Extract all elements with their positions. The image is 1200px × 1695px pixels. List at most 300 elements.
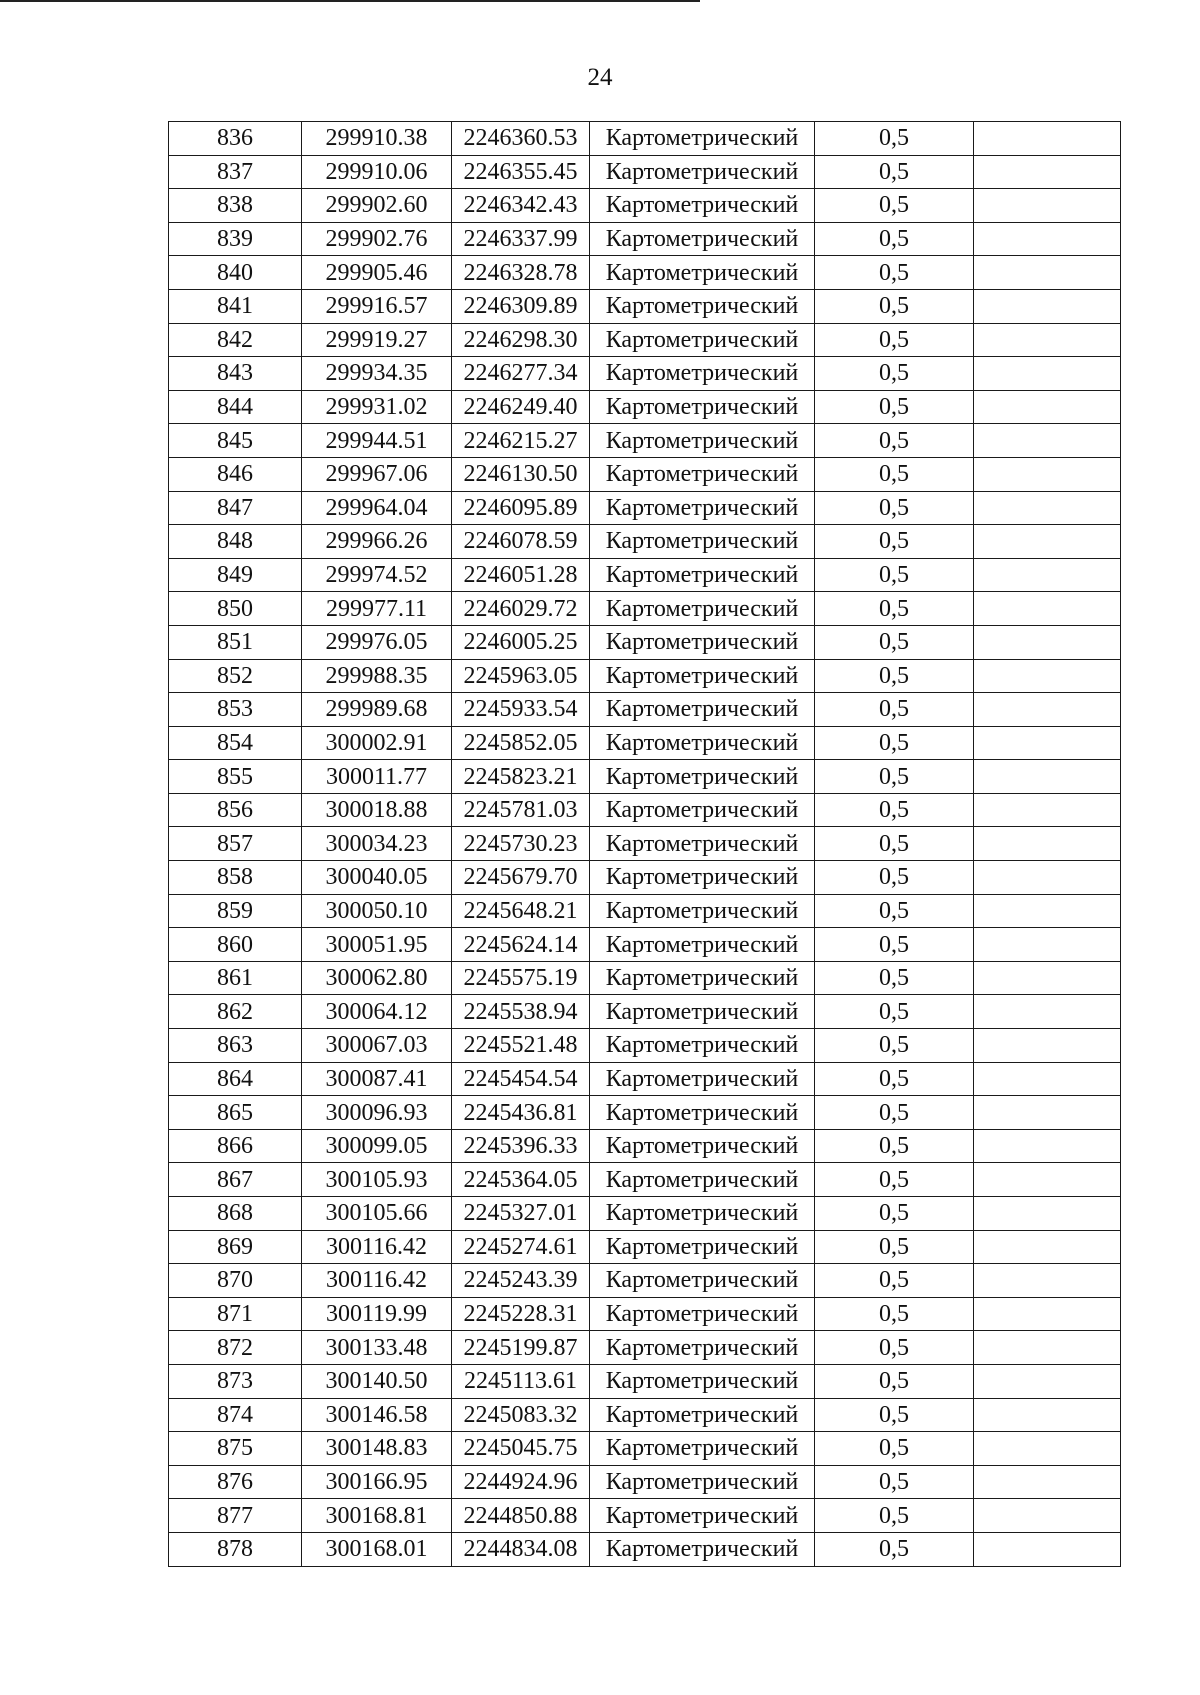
method-cell: Картометрический — [590, 357, 815, 391]
note-cell — [974, 1532, 1121, 1566]
accuracy-cell: 0,5 — [815, 726, 974, 760]
x-coordinate-cell: 299916.57 — [302, 289, 452, 323]
note-cell — [974, 323, 1121, 357]
note-cell — [974, 1297, 1121, 1331]
accuracy-cell: 0,5 — [815, 1197, 974, 1231]
y-coordinate-cell: 2246298.30 — [452, 323, 590, 357]
point-number-cell: 875 — [169, 1432, 302, 1466]
table-row — [169, 1297, 1121, 1331]
method-cell: Картометрический — [590, 256, 815, 290]
point-number-cell: 845 — [169, 424, 302, 458]
x-coordinate-cell: 300067.03 — [302, 1029, 452, 1063]
method-cell: Картометрический — [590, 558, 815, 592]
table-row — [169, 961, 1121, 995]
point-number-cell: 877 — [169, 1499, 302, 1533]
method-cell: Картометрический — [590, 693, 815, 727]
y-coordinate-cell: 2246130.50 — [452, 457, 590, 491]
x-coordinate-cell: 300002.91 — [302, 726, 452, 760]
note-cell — [974, 1129, 1121, 1163]
point-number-cell: 849 — [169, 558, 302, 592]
table-row — [169, 1029, 1121, 1063]
y-coordinate-cell: 2245436.81 — [452, 1096, 590, 1130]
accuracy-cell: 0,5 — [815, 1398, 974, 1432]
method-cell: Картометрический — [590, 189, 815, 223]
point-number-cell: 863 — [169, 1029, 302, 1063]
accuracy-cell: 0,5 — [815, 289, 974, 323]
note-cell — [974, 457, 1121, 491]
x-coordinate-cell: 300096.93 — [302, 1096, 452, 1130]
x-coordinate-cell: 300168.81 — [302, 1499, 452, 1533]
method-cell: Картометрический — [590, 625, 815, 659]
method-cell: Картометрический — [590, 1364, 815, 1398]
y-coordinate-cell: 2245113.61 — [452, 1364, 590, 1398]
y-coordinate-cell: 2245243.39 — [452, 1264, 590, 1298]
method-cell: Картометрический — [590, 793, 815, 827]
coordinates-table-body — [169, 122, 1121, 1567]
point-number-cell: 870 — [169, 1264, 302, 1298]
y-coordinate-cell: 2245575.19 — [452, 961, 590, 995]
note-cell — [974, 357, 1121, 391]
y-coordinate-cell: 2245045.75 — [452, 1432, 590, 1466]
y-coordinate-cell: 2245624.14 — [452, 928, 590, 962]
table-row — [169, 558, 1121, 592]
y-coordinate-cell: 2244924.96 — [452, 1465, 590, 1499]
x-coordinate-cell: 300119.99 — [302, 1297, 452, 1331]
point-number-cell: 843 — [169, 357, 302, 391]
point-number-cell: 864 — [169, 1062, 302, 1096]
note-cell — [974, 1197, 1121, 1231]
y-coordinate-cell: 2245852.05 — [452, 726, 590, 760]
y-coordinate-cell: 2246328.78 — [452, 256, 590, 290]
table-row — [169, 659, 1121, 693]
y-coordinate-cell: 2245648.21 — [452, 894, 590, 928]
x-coordinate-cell: 299919.27 — [302, 323, 452, 357]
point-number-cell: 839 — [169, 222, 302, 256]
x-coordinate-cell: 300166.95 — [302, 1465, 452, 1499]
point-number-cell: 874 — [169, 1398, 302, 1432]
point-number-cell: 848 — [169, 525, 302, 559]
y-coordinate-cell: 2246215.27 — [452, 424, 590, 458]
accuracy-cell: 0,5 — [815, 1096, 974, 1130]
point-number-cell: 873 — [169, 1364, 302, 1398]
y-coordinate-cell: 2245823.21 — [452, 760, 590, 794]
accuracy-cell: 0,5 — [815, 659, 974, 693]
table-row — [169, 928, 1121, 962]
note-cell — [974, 1163, 1121, 1197]
y-coordinate-cell: 2245679.70 — [452, 861, 590, 895]
point-number-cell: 862 — [169, 995, 302, 1029]
y-coordinate-cell: 2245454.54 — [452, 1062, 590, 1096]
point-number-cell: 871 — [169, 1297, 302, 1331]
x-coordinate-cell: 299974.52 — [302, 558, 452, 592]
table-row — [169, 1432, 1121, 1466]
x-coordinate-cell: 300062.80 — [302, 961, 452, 995]
x-coordinate-cell: 299934.35 — [302, 357, 452, 391]
accuracy-cell: 0,5 — [815, 894, 974, 928]
table-row — [169, 424, 1121, 458]
table-row — [169, 995, 1121, 1029]
x-coordinate-cell: 300034.23 — [302, 827, 452, 861]
accuracy-cell: 0,5 — [815, 827, 974, 861]
x-coordinate-cell: 300040.05 — [302, 861, 452, 895]
point-number-cell: 851 — [169, 625, 302, 659]
table-row — [169, 894, 1121, 928]
table-row — [169, 1532, 1121, 1566]
top-border-line — [0, 0, 700, 2]
point-number-cell: 872 — [169, 1331, 302, 1365]
method-cell: Картометрический — [590, 995, 815, 1029]
method-cell: Картометрический — [590, 861, 815, 895]
method-cell: Картометрический — [590, 1096, 815, 1130]
method-cell: Картометрический — [590, 1029, 815, 1063]
accuracy-cell: 0,5 — [815, 793, 974, 827]
note-cell — [974, 659, 1121, 693]
accuracy-cell: 0,5 — [815, 1230, 974, 1264]
y-coordinate-cell: 2245199.87 — [452, 1331, 590, 1365]
y-coordinate-cell: 2246360.53 — [452, 122, 590, 156]
method-cell: Картометрический — [590, 1264, 815, 1298]
y-coordinate-cell: 2246342.43 — [452, 189, 590, 223]
table-row — [169, 1364, 1121, 1398]
x-coordinate-cell: 300105.66 — [302, 1197, 452, 1231]
y-coordinate-cell: 2245933.54 — [452, 693, 590, 727]
accuracy-cell: 0,5 — [815, 1532, 974, 1566]
note-cell — [974, 1029, 1121, 1063]
method-cell: Картометрический — [590, 1297, 815, 1331]
method-cell: Картометрический — [590, 323, 815, 357]
note-cell — [974, 491, 1121, 525]
note-cell — [974, 155, 1121, 189]
x-coordinate-cell: 300146.58 — [302, 1398, 452, 1432]
point-number-cell: 838 — [169, 189, 302, 223]
x-coordinate-cell: 300099.05 — [302, 1129, 452, 1163]
table-row — [169, 1398, 1121, 1432]
note-cell — [974, 222, 1121, 256]
note-cell — [974, 995, 1121, 1029]
method-cell: Картометрический — [590, 1432, 815, 1466]
note-cell — [974, 793, 1121, 827]
x-coordinate-cell: 300168.01 — [302, 1532, 452, 1566]
method-cell: Картометрический — [590, 592, 815, 626]
x-coordinate-cell: 300064.12 — [302, 995, 452, 1029]
note-cell — [974, 625, 1121, 659]
method-cell: Картометрический — [590, 491, 815, 525]
point-number-cell: 850 — [169, 592, 302, 626]
method-cell: Картометрический — [590, 894, 815, 928]
method-cell: Картометрический — [590, 122, 815, 156]
method-cell: Картометрический — [590, 390, 815, 424]
y-coordinate-cell: 2245083.32 — [452, 1398, 590, 1432]
note-cell — [974, 390, 1121, 424]
method-cell: Картометрический — [590, 961, 815, 995]
accuracy-cell: 0,5 — [815, 1297, 974, 1331]
x-coordinate-cell: 300011.77 — [302, 760, 452, 794]
x-coordinate-cell: 300087.41 — [302, 1062, 452, 1096]
coordinates-table — [168, 121, 1121, 1567]
accuracy-cell: 0,5 — [815, 928, 974, 962]
accuracy-cell: 0,5 — [815, 1129, 974, 1163]
method-cell: Картометрический — [590, 1398, 815, 1432]
y-coordinate-cell: 2245274.61 — [452, 1230, 590, 1264]
x-coordinate-cell: 299902.76 — [302, 222, 452, 256]
method-cell: Картометрический — [590, 1230, 815, 1264]
x-coordinate-cell: 299964.04 — [302, 491, 452, 525]
accuracy-cell: 0,5 — [815, 155, 974, 189]
y-coordinate-cell: 2246078.59 — [452, 525, 590, 559]
accuracy-cell: 0,5 — [815, 625, 974, 659]
y-coordinate-cell: 2245538.94 — [452, 995, 590, 1029]
table-row — [169, 122, 1121, 156]
note-cell — [974, 189, 1121, 223]
table-row — [169, 861, 1121, 895]
point-number-cell: 840 — [169, 256, 302, 290]
method-cell: Картометрический — [590, 827, 815, 861]
accuracy-cell: 0,5 — [815, 961, 974, 995]
method-cell: Картометрический — [590, 928, 815, 962]
x-coordinate-cell: 299910.38 — [302, 122, 452, 156]
note-cell — [974, 256, 1121, 290]
method-cell: Картометрический — [590, 155, 815, 189]
note-cell — [974, 693, 1121, 727]
note-cell — [974, 961, 1121, 995]
note-cell — [974, 928, 1121, 962]
table-row — [169, 222, 1121, 256]
note-cell — [974, 525, 1121, 559]
accuracy-cell: 0,5 — [815, 222, 974, 256]
accuracy-cell: 0,5 — [815, 1029, 974, 1063]
y-coordinate-cell: 2245963.05 — [452, 659, 590, 693]
table-row — [169, 155, 1121, 189]
method-cell: Картометрический — [590, 1197, 815, 1231]
point-number-cell: 858 — [169, 861, 302, 895]
y-coordinate-cell: 2245781.03 — [452, 793, 590, 827]
point-number-cell: 866 — [169, 1129, 302, 1163]
method-cell: Картометрический — [590, 1062, 815, 1096]
accuracy-cell: 0,5 — [815, 1331, 974, 1365]
point-number-cell: 857 — [169, 827, 302, 861]
note-cell — [974, 894, 1121, 928]
point-number-cell: 847 — [169, 491, 302, 525]
accuracy-cell: 0,5 — [815, 592, 974, 626]
table-row — [169, 289, 1121, 323]
table-row — [169, 1465, 1121, 1499]
y-coordinate-cell: 2245364.05 — [452, 1163, 590, 1197]
y-coordinate-cell: 2246337.99 — [452, 222, 590, 256]
point-number-cell: 852 — [169, 659, 302, 693]
accuracy-cell: 0,5 — [815, 1432, 974, 1466]
point-number-cell: 855 — [169, 760, 302, 794]
note-cell — [974, 1499, 1121, 1533]
point-number-cell: 876 — [169, 1465, 302, 1499]
point-number-cell: 846 — [169, 457, 302, 491]
y-coordinate-cell: 2246005.25 — [452, 625, 590, 659]
note-cell — [974, 1465, 1121, 1499]
note-cell — [974, 1331, 1121, 1365]
accuracy-cell: 0,5 — [815, 1499, 974, 1533]
table-row — [169, 491, 1121, 525]
table-row — [169, 793, 1121, 827]
method-cell: Картометрический — [590, 1499, 815, 1533]
table-row — [169, 1062, 1121, 1096]
accuracy-cell: 0,5 — [815, 861, 974, 895]
y-coordinate-cell: 2246355.45 — [452, 155, 590, 189]
note-cell — [974, 1398, 1121, 1432]
table-row — [169, 760, 1121, 794]
point-number-cell: 844 — [169, 390, 302, 424]
x-coordinate-cell: 300140.50 — [302, 1364, 452, 1398]
method-cell: Картометрический — [590, 1331, 815, 1365]
table-row — [169, 357, 1121, 391]
x-coordinate-cell: 299988.35 — [302, 659, 452, 693]
table-row — [169, 256, 1121, 290]
x-coordinate-cell: 299902.60 — [302, 189, 452, 223]
x-coordinate-cell: 300116.42 — [302, 1230, 452, 1264]
point-number-cell: 853 — [169, 693, 302, 727]
method-cell: Картометрический — [590, 1465, 815, 1499]
note-cell — [974, 424, 1121, 458]
note-cell — [974, 1432, 1121, 1466]
method-cell: Картометрический — [590, 1532, 815, 1566]
x-coordinate-cell: 299944.51 — [302, 424, 452, 458]
point-number-cell: 868 — [169, 1197, 302, 1231]
x-coordinate-cell: 299967.06 — [302, 457, 452, 491]
x-coordinate-cell: 300050.10 — [302, 894, 452, 928]
table-row — [169, 827, 1121, 861]
y-coordinate-cell: 2246029.72 — [452, 592, 590, 626]
table-row — [169, 625, 1121, 659]
method-cell: Картометрический — [590, 525, 815, 559]
note-cell — [974, 122, 1121, 156]
note-cell — [974, 558, 1121, 592]
method-cell: Картометрический — [590, 424, 815, 458]
y-coordinate-cell: 2246309.89 — [452, 289, 590, 323]
table-row — [169, 189, 1121, 223]
accuracy-cell: 0,5 — [815, 760, 974, 794]
table-row — [169, 1163, 1121, 1197]
y-coordinate-cell: 2244850.88 — [452, 1499, 590, 1533]
accuracy-cell: 0,5 — [815, 357, 974, 391]
x-coordinate-cell: 300133.48 — [302, 1331, 452, 1365]
accuracy-cell: 0,5 — [815, 189, 974, 223]
table-row — [169, 525, 1121, 559]
note-cell — [974, 827, 1121, 861]
point-number-cell: 860 — [169, 928, 302, 962]
y-coordinate-cell: 2246095.89 — [452, 491, 590, 525]
accuracy-cell: 0,5 — [815, 995, 974, 1029]
note-cell — [974, 726, 1121, 760]
y-coordinate-cell: 2245396.33 — [452, 1129, 590, 1163]
point-number-cell: 861 — [169, 961, 302, 995]
table-row — [169, 1499, 1121, 1533]
x-coordinate-cell: 300018.88 — [302, 793, 452, 827]
accuracy-cell: 0,5 — [815, 1062, 974, 1096]
point-number-cell: 869 — [169, 1230, 302, 1264]
accuracy-cell: 0,5 — [815, 122, 974, 156]
accuracy-cell: 0,5 — [815, 256, 974, 290]
accuracy-cell: 0,5 — [815, 424, 974, 458]
accuracy-cell: 0,5 — [815, 1364, 974, 1398]
note-cell — [974, 1364, 1121, 1398]
note-cell — [974, 1096, 1121, 1130]
accuracy-cell: 0,5 — [815, 491, 974, 525]
method-cell: Картометрический — [590, 222, 815, 256]
note-cell — [974, 1062, 1121, 1096]
table-row — [169, 1230, 1121, 1264]
method-cell: Картометрический — [590, 457, 815, 491]
x-coordinate-cell: 299989.68 — [302, 693, 452, 727]
x-coordinate-cell: 299966.26 — [302, 525, 452, 559]
y-coordinate-cell: 2246051.28 — [452, 558, 590, 592]
method-cell: Картометрический — [590, 726, 815, 760]
accuracy-cell: 0,5 — [815, 1465, 974, 1499]
table-row — [169, 390, 1121, 424]
method-cell: Картометрический — [590, 1129, 815, 1163]
point-number-cell: 878 — [169, 1532, 302, 1566]
point-number-cell: 842 — [169, 323, 302, 357]
y-coordinate-cell: 2244834.08 — [452, 1532, 590, 1566]
note-cell — [974, 1230, 1121, 1264]
point-number-cell: 865 — [169, 1096, 302, 1130]
accuracy-cell: 0,5 — [815, 693, 974, 727]
note-cell — [974, 1264, 1121, 1298]
accuracy-cell: 0,5 — [815, 390, 974, 424]
accuracy-cell: 0,5 — [815, 1264, 974, 1298]
method-cell: Картометрический — [590, 659, 815, 693]
method-cell: Картометрический — [590, 289, 815, 323]
accuracy-cell: 0,5 — [815, 457, 974, 491]
x-coordinate-cell: 299931.02 — [302, 390, 452, 424]
table-row — [169, 323, 1121, 357]
x-coordinate-cell: 300051.95 — [302, 928, 452, 962]
table-row — [169, 1129, 1121, 1163]
accuracy-cell: 0,5 — [815, 525, 974, 559]
method-cell: Картометрический — [590, 1163, 815, 1197]
x-coordinate-cell: 299977.11 — [302, 592, 452, 626]
x-coordinate-cell: 299905.46 — [302, 256, 452, 290]
note-cell — [974, 289, 1121, 323]
x-coordinate-cell: 300148.83 — [302, 1432, 452, 1466]
point-number-cell: 856 — [169, 793, 302, 827]
table-row — [169, 693, 1121, 727]
x-coordinate-cell: 299910.06 — [302, 155, 452, 189]
x-coordinate-cell: 299976.05 — [302, 625, 452, 659]
accuracy-cell: 0,5 — [815, 323, 974, 357]
accuracy-cell: 0,5 — [815, 1163, 974, 1197]
y-coordinate-cell: 2245730.23 — [452, 827, 590, 861]
point-number-cell: 836 — [169, 122, 302, 156]
point-number-cell: 841 — [169, 289, 302, 323]
x-coordinate-cell: 300116.42 — [302, 1264, 452, 1298]
point-number-cell: 854 — [169, 726, 302, 760]
accuracy-cell: 0,5 — [815, 558, 974, 592]
table-row — [169, 1197, 1121, 1231]
y-coordinate-cell: 2246277.34 — [452, 357, 590, 391]
point-number-cell: 837 — [169, 155, 302, 189]
note-cell — [974, 592, 1121, 626]
y-coordinate-cell: 2246249.40 — [452, 390, 590, 424]
y-coordinate-cell: 2245228.31 — [452, 1297, 590, 1331]
table-row — [169, 726, 1121, 760]
note-cell — [974, 760, 1121, 794]
page-number: 24 — [587, 64, 613, 91]
table-row — [169, 592, 1121, 626]
table-row — [169, 457, 1121, 491]
point-number-cell: 859 — [169, 894, 302, 928]
table-row — [169, 1264, 1121, 1298]
y-coordinate-cell: 2245327.01 — [452, 1197, 590, 1231]
table-row — [169, 1096, 1121, 1130]
y-coordinate-cell: 2245521.48 — [452, 1029, 590, 1063]
